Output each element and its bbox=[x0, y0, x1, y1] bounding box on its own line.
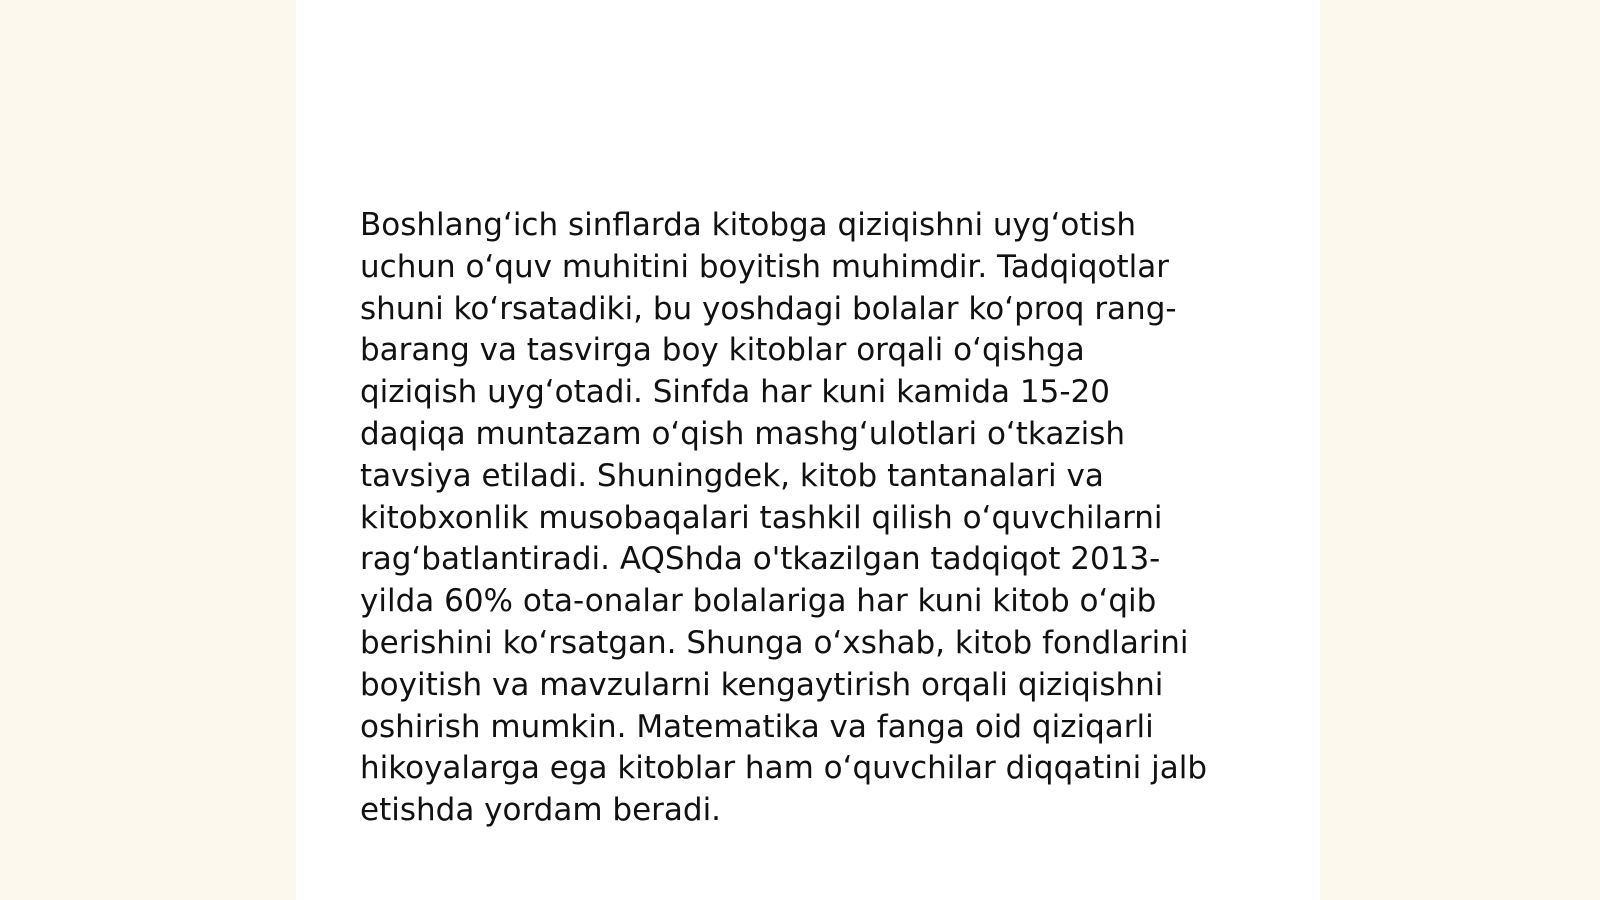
paragraph-line: barang va tasvirga boy kitoblar orqali o‘qishga bbox=[360, 332, 1085, 369]
paragraph-line: oshirish mumkin. Matematika va fanga oid qiziqarli bbox=[360, 708, 1154, 745]
paragraph-line: Boshlang‘ich sinflarda kitobga qiziqishni uyg‘otish bbox=[360, 207, 1136, 243]
paragraph-line: qiziqish uyg‘otadi. Sinfda har kuni kamida 15-20 bbox=[360, 374, 1110, 411]
paragraph-line: tavsiya etiladi. Shuningdek, kitob tantanalari va bbox=[360, 457, 1104, 494]
paragraph-line: boyitish va mavzularni kengaytirish orqali qiziqishni bbox=[360, 666, 1164, 703]
document-page bbox=[296, 0, 1320, 900]
paragraph-line: rag‘batlantiradi. AQShda o'tkazilgan tadqiqot 2013- bbox=[360, 541, 1161, 578]
paragraph-line: etishda yordam beradi. bbox=[360, 792, 722, 829]
paragraph-line: hikoyalarga ega kitoblar ham o‘quvchilar diqqatini jalb bbox=[360, 750, 1208, 787]
paragraph-line: kitobxonlik musobaqalari tashkil qilish o‘quvchilarni bbox=[360, 499, 1163, 536]
paragraph-line: uchun o‘quv muhitini boyitish muhimdir. Tadqiqotlar bbox=[360, 248, 1169, 285]
paragraph-line: daqiqa muntazam o‘qish mashg‘ulotlari o‘tkazish bbox=[360, 415, 1126, 452]
body-paragraph bbox=[360, 205, 1260, 832]
paragraph-line: yilda 60% ota-onalar bolalariga har kuni kitob o‘qib bbox=[360, 583, 1157, 620]
paragraph-line: shuni ko‘rsatadiki, bu yoshdagi bolalar ko‘proq rang- bbox=[360, 290, 1177, 327]
paragraph-line: berishini ko‘rsatgan. Shunga o‘xshab, kitob fondlarini bbox=[360, 624, 1189, 661]
